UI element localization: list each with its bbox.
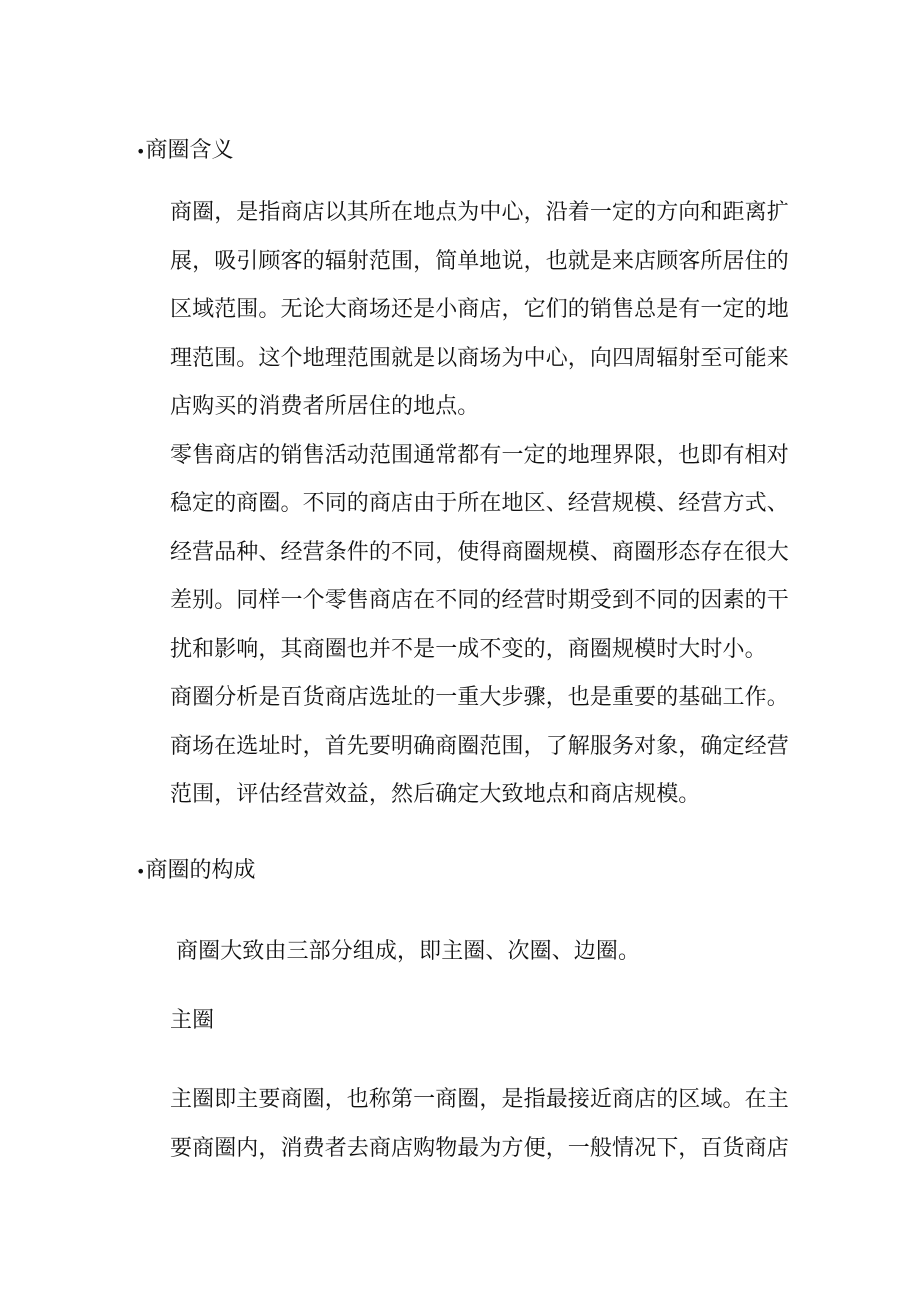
paragraph-line: 扰和影响，其商圈也并不是一成不变的，商圈规模时大时小。 <box>170 637 767 662</box>
paragraph-line: 商场在选址时，首先要明确商圈范围，了解服务对象，确定经营 <box>170 734 789 759</box>
paragraph-line: 理范围。这个地理范围就是以商场为中心，向四周辐射至可能来 <box>170 346 789 371</box>
bullet-icon: • <box>136 862 146 881</box>
paragraph-line: 范围，评估经营效益，然后确定大致地点和商店规模。 <box>170 782 701 807</box>
section-title: 商圈含义 <box>145 138 234 163</box>
paragraph-line: 主圈即主要商圈，也称第一商圈，是指最接近商店的区域。在主 <box>170 1087 789 1112</box>
section-title: 商圈的构成 <box>145 858 256 883</box>
paragraph-line: 要商圈内，消费者去商店购物最为方便，一般情况下，百货商店 <box>170 1136 789 1161</box>
paragraph-line: 店购买的消费者所居住的地点。 <box>170 394 480 419</box>
intro-line: 商圈大致由三部分组成，即主圈、次圈、边圈。 <box>176 939 641 964</box>
paragraph-line: 商圈，是指商店以其所在地点为中心，沿着一定的方向和距离扩 <box>170 200 789 225</box>
paragraph-line: 商圈分析是百货商店选址的一重大步骤，也是重要的基础工作。 <box>170 685 789 710</box>
subheading: 主圈 <box>170 1008 215 1033</box>
paragraph-line: 稳定的商圈。不同的商店由于所在地区、经营规模、经营方式、 <box>170 491 789 516</box>
section-heading-composition <box>136 856 255 887</box>
paragraph-line: 零售商店的销售活动范围通常都有一定的地理界限，也即有相对 <box>170 443 789 468</box>
bullet-icon: • <box>136 142 146 161</box>
paragraph-line: 展，吸引顾客的辐射范围，简单地说，也就是来店顾客所居住的 <box>170 249 789 274</box>
paragraph-line: 差别。同样一个零售商店在不同的经营时期受到不同的因素的干 <box>170 588 789 613</box>
section-heading-meaning <box>136 136 233 167</box>
paragraph-line: 区域范围。无论大商场还是小商店，它们的销售总是有一定的地 <box>170 297 789 322</box>
paragraph-line: 经营品种、经营条件的不同，使得商圈规模、商圈形态存在很大 <box>170 540 789 565</box>
